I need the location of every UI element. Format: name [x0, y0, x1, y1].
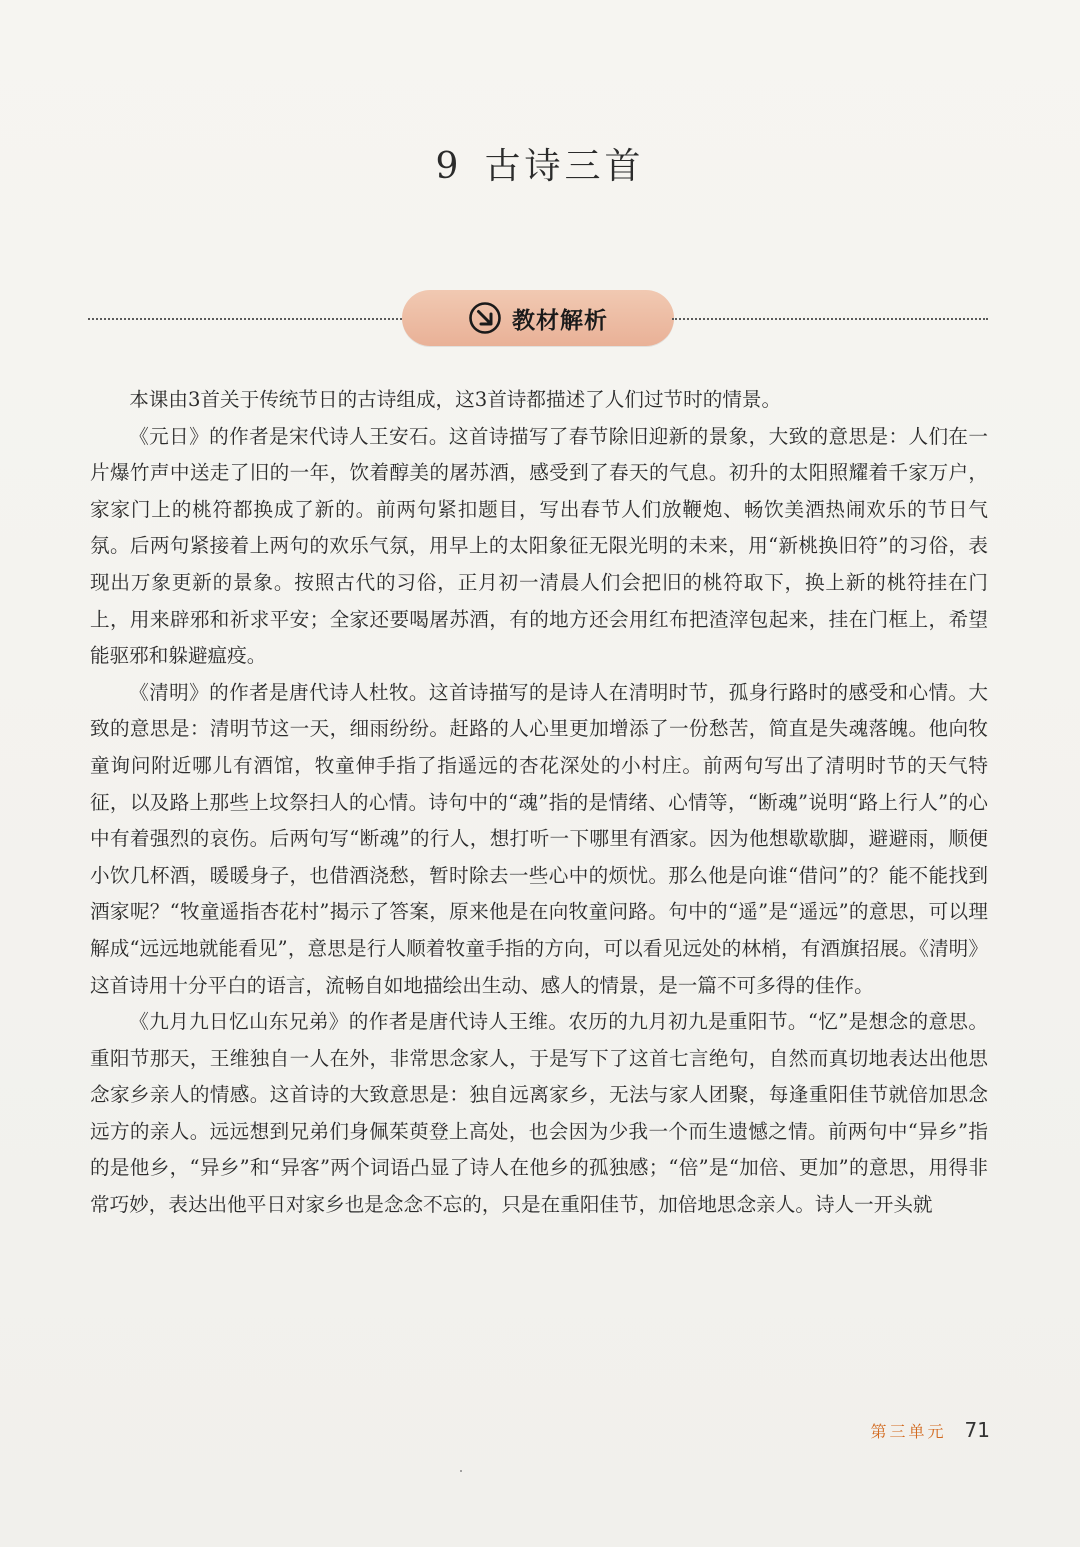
paragraph-jiuyue: 《九月九日忆山东兄弟》的作者是唐代诗人王维。农历的九月初九是重阳节。“忆”是想念的意思。重阳节那天，王维独自一人在外，非常思念家人，于是写下了这首七言绝句，自然而真切地表达出他思念家乡亲人的情感。这首诗的大致意思是：独自远离家乡，无法与家人团聚，每逢重阳佳节就倍加思念远方的亲人。远远想到兄弟们身佩茱萸登上高处，也会因为少我一个而生遗憾之情。前两句中“异乡”指的是他乡，“异乡”和“异客”两个词语凸显了诗人在他乡的孤独感；“倍”是“加倍、更加”的意思，用得非常巧妙，表达出他平日对家乡也是念念不忘的，只是在重阳佳节，加倍地思念亲人。诗人一开头就 — [90, 1010, 988, 1217]
dotted-divider-left — [88, 318, 406, 320]
paragraph-qingming: 《清明》的作者是唐代诗人杜牧。这首诗描写的是诗人在清明时节，孤身行路时的感受和心情。大致的意思是：清明节这一天，细雨纷纷。赶路的人心里更加增添了一份愁苦，简直是失魂落魄。他向牧童询问附近哪儿有酒馆，牧童伸手指了指遥远的杏花深处的小村庄。前两句写出了清明时节的天气特征，以及路上那些上坟祭扫人的心情。诗句中的“魂”指的是情绪、心情等，“断魂”说明“路上行人”的心中有着强烈的哀伤。后两句写“断魂”的行人，想打听一下哪里有酒家。因为他想歇歇脚，避避雨，顺便小饮几杯酒，暖暖身子，也借酒浇愁，暂时除去一些心中的烦忧。那么他是向谁“借问”的？能不能找到酒家呢？“牧童遥指杏花村”揭示了答案，原来他是在向牧童问路。句中的“遥”是“遥远”的意思，可以理解成“远远地就能看见”，意思是行人顺着牧童手指的方向，可以看见远处的林梢，有酒旗招展。《清明》这首诗用十分平白的语言，流畅自如地描绘出生动、感人的情景，是一篇不可多得的佳作。 — [90, 680, 988, 997]
paragraph-yuanri: 《元日》的作者是宋代诗人王安石。这首诗描写了春节除旧迎新的景象，大致的意思是：人们在一片爆竹声中送走了旧的一年，饮着醇美的屠苏酒，感受到了春天的气息。初升的太阳照耀着千家万户，家家门上的桃符都换成了新的。前两句紧扣题目，写出春节人们放鞭炮、畅饮美酒热闹欢乐的节日气氛。后两句紧接着上两句的欢乐气氛，用早上的太阳象征无限光明的未来，用“新桃换旧符”的习俗，表现出万象更新的景象。按照古代的习俗，正月初一清晨人们会把旧的桃符取下，换上新的桃符挂在门上，用来辟邪和祈求平安；全家还要喝屠苏酒，有的地方还会用红布把渣滓包起来，挂在门框上，希望能驱邪和躲避瘟疫。 — [90, 424, 988, 668]
analysis-body — [90, 382, 988, 1224]
print-speck — [460, 1470, 462, 1472]
unit-label: 第三单元 — [870, 1422, 947, 1441]
paragraph-intro: 本课由3首关于传统节日的古诗组成，这3首诗都描述了人们过节时的情景。 — [129, 388, 782, 411]
lesson-number: 9 — [435, 146, 463, 187]
page-footer — [871, 1418, 990, 1442]
section-label: 教材解析 — [512, 307, 608, 334]
section-badge — [402, 290, 674, 346]
lesson-title — [0, 138, 1080, 189]
lesson-title-text: 古诗三首 — [484, 146, 645, 187]
page-number: 71 — [964, 1418, 990, 1442]
section-header — [88, 290, 988, 348]
dotted-divider-right — [672, 318, 988, 320]
arrow-down-right-icon — [468, 301, 502, 335]
